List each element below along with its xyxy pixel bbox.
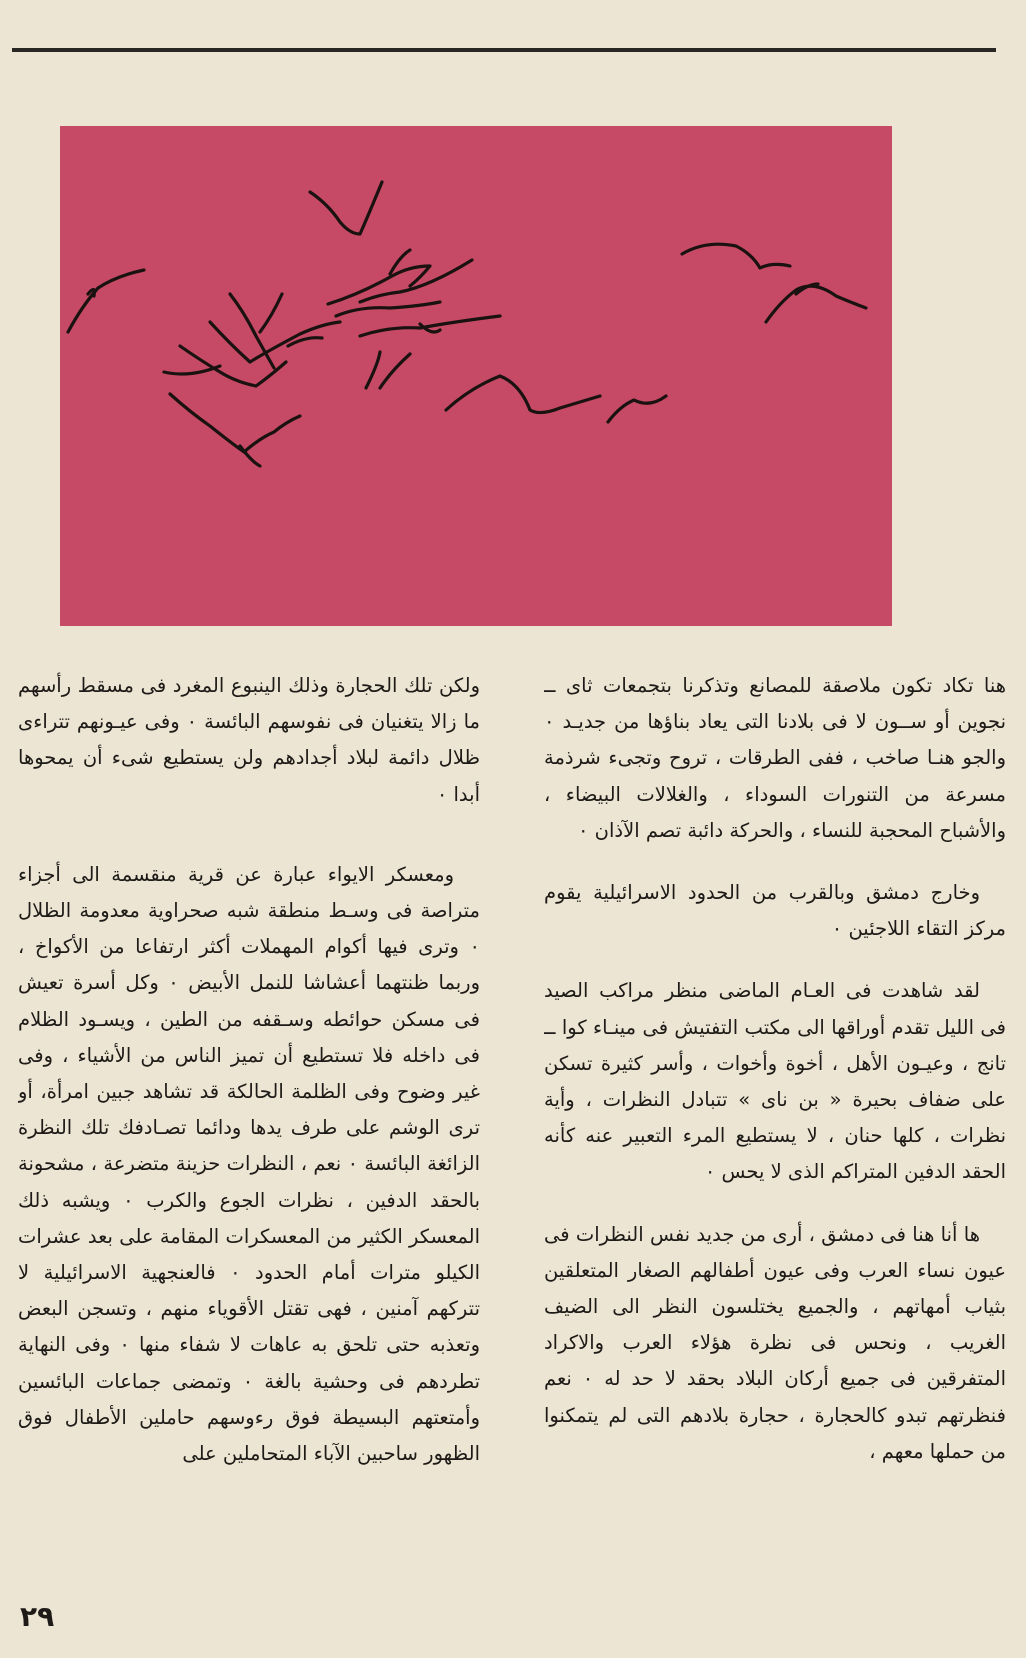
birds-drawing [60, 126, 892, 626]
bird-16b [380, 354, 410, 388]
bird-7 [360, 316, 500, 336]
bird-13 [260, 294, 282, 332]
birds-illustration [60, 126, 892, 626]
paragraph: لقد شاهدت فى العـام الماضى منظر مراكب الصيد فى الليل تقدم أوراقها الى مكتب التفتيش فى مينـاء كوا ــ تانج ، وعيـون الأهل ، أخوة وأخوات ، وأسر كثيرة تسكن على ضفاف بحيرة « بن ناى » تتبادل النظرات ، وأية نظرات ، كلها حنان ، لا يستطيع المرء التعبير عنه كأنه الحقد الدفين المتراكم الذى لا يحس ٠ [544, 979, 1006, 1184]
bird-10 [210, 322, 340, 362]
bird-16 [366, 352, 380, 388]
paragraph: هنا تكاد تكون ملاصقة للمصانع وتذكرنا بتجمعات ثاى ــ نجوين أو ســون لا فى بلادنا التى يعاد بناؤها من جديـد ٠ والجو هنـا صاخب ، ففى الطرقات ، تروح وتجىء شرذمة مسرعة من التنورات السوداء ، والغلالات البيضاء ، والأشباح المحجبة للنساء ، والحركة دائبة تصم الآذان ٠ [544, 674, 1006, 842]
bird-18 [608, 396, 666, 422]
bird-2 [68, 270, 144, 332]
bird-11 [230, 294, 274, 368]
bird-20 [766, 286, 866, 322]
bird-5 [336, 302, 440, 316]
paragraph: ومعسكر الايواء عبارة عن قرية منقسمة الى أجزاء متراصة فى وسـط منطقة شبه صحراوية معدومة الظلال ٠ وترى فيها أكوام المهملات أكثر ارتفاعا من الأكواخ ، وربما ظنتهما أعشاشا للنمل الأبيض ٠ وكل أسرة تعيش فى مسكن حوائطه وسـقفه من الطين ، ويسـود الظلام فى داخله فلا تستطيع أن تميز الناس من الأشياء ، وفى غير وضوح وفى الظلمة الحالكة قد تشاهد جبين امرأة، أو ترى الوشم على طرف يدها ودائما تصـادفك تلك النظرة الزائغة البائسة ٠ نعم ، النظرات حزينة متضرعة ، مشحونة بالحقد الدفين ، نظرات الجوع والكرب ٠ ويشبه ذلك المعسكر الكثير من المعسكرات المقامة على بعد عشرات الكيلو مترات أمام الحدود ٠ فالعنجهية الاسرائيلية لا تتركهم آمنين ، فهى تقتل الأقوياء منهم ، وتسجن البعض وتعذبه حتى تلحق به عاهات لا شفاء منها ٠ وفى النهاية تطردهم فى وحشية بالغة ٠ وتمضى جماعات البائسين وأمتعتهم البسيطة فوق رءوسهم حاملين الأطفال فوق الظهور ساحبين الآباء المتحاملين على [18, 862, 480, 1466]
bird-17 [446, 376, 600, 413]
bird-19 [682, 244, 790, 268]
page-number: ٢٩ [20, 1600, 55, 1633]
bird-15 [170, 394, 300, 452]
top-rule [12, 48, 996, 52]
paragraph: ولكن تلك الحجارة وذلك الينبوع المغرد فى مسقط رأسهم ما زالا يتغنيان فى نفوسهم البائسة ٠ وفى عيـونهم تتراءى ظلال دائمة لبلاد أجدادهم ولن يستطيع شىء أن يمحوها أبدا ٠ [18, 674, 480, 806]
paragraph: ها أنا هنا فى دمشق ، أرى من جديد نفس النظرات فى عيون نساء العرب وفى عيون أطفالهم الصغار المتعلقين بثياب أمهاتهم ، والجميع يختلسون النظر الى الضيف الغريب ، ونحس فى نظرة هؤلاء العرب والاكراد المتفرقين فى جميع أركان البلاد بحقد لا حد له ٠ نعم فنظرتهم تبدو كالحجارة ، حجارة بلادهم التى لم يتمكنوا من حملها معهم ، [544, 1222, 1006, 1463]
left-text-column [18, 668, 480, 1578]
right-text-column [544, 668, 1006, 1578]
bird-1 [310, 182, 382, 234]
paragraph: وخارج دمشق وبالقرب من الحدود الاسرائيلية يقوم مركز التقاء اللاجئين ٠ [544, 881, 1006, 941]
bird-3 [328, 266, 430, 304]
